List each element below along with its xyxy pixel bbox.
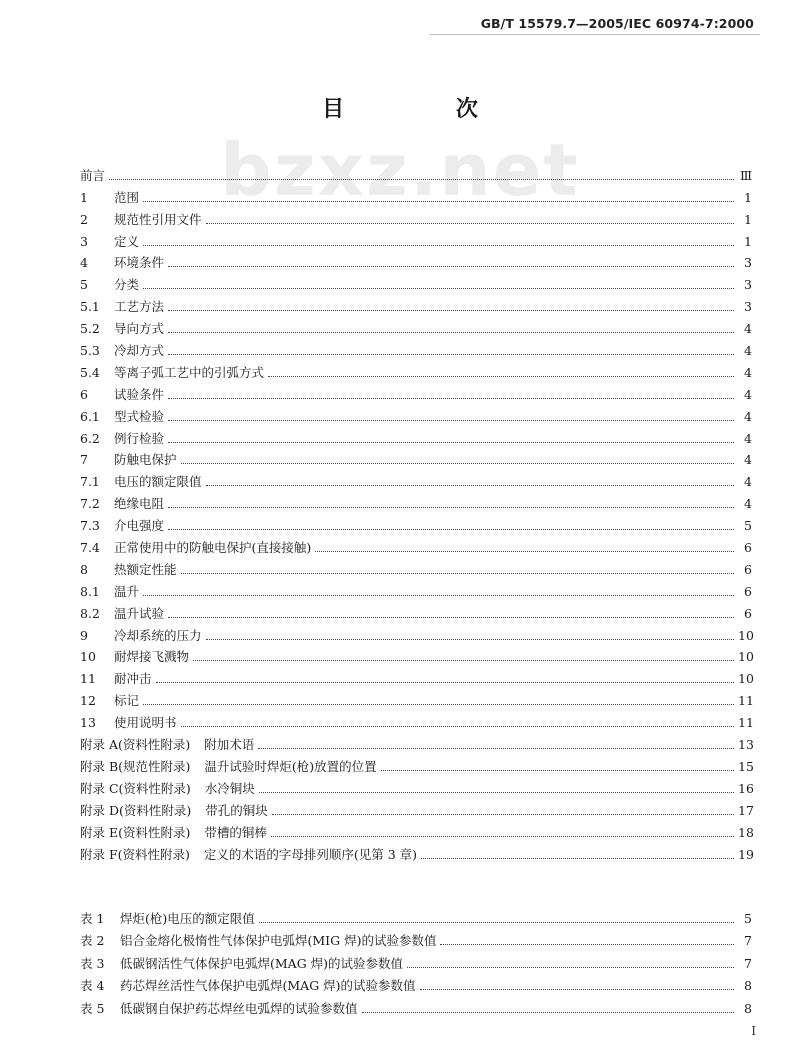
toc-entry-title: 带槽的铜棒 xyxy=(204,824,267,840)
table-list-entry-title: 焊炬(枪)电压的额定限值 xyxy=(120,910,255,926)
dot-leader xyxy=(381,770,734,771)
dot-leader xyxy=(143,245,734,246)
toc-entry[interactable] xyxy=(80,753,752,775)
toc-entry-page: 1 xyxy=(744,189,752,205)
table-list-entry-number: 表 5 xyxy=(80,1000,105,1016)
toc-entry-number: 8.1 xyxy=(80,583,100,599)
toc-entry-page: 11 xyxy=(738,715,754,731)
dot-leader xyxy=(193,660,734,661)
toc-entry-page: 17 xyxy=(738,802,754,818)
toc-entry-page: 4 xyxy=(744,430,752,446)
toc-entry-number: 附录 A(资料性附录) xyxy=(80,737,191,753)
toc-entry[interactable] xyxy=(80,512,752,534)
toc-entry-page: 10 xyxy=(738,627,754,643)
toc-entry-title: 前言 xyxy=(80,167,106,183)
toc-entry-title: 工艺方法 xyxy=(114,299,165,315)
dot-leader xyxy=(421,858,734,859)
table-list-entry-page: 8 xyxy=(744,978,752,994)
toc-entry[interactable] xyxy=(80,687,752,709)
toc-entry-title: 定义的术语的字母排列顺序(见第 3 章) xyxy=(203,846,418,862)
toc-entry-title: 定义 xyxy=(114,233,140,249)
toc-entry-number: 附录 D(资料性附录) xyxy=(80,802,192,818)
toc-entry[interactable] xyxy=(80,490,752,512)
toc-entry[interactable] xyxy=(80,841,752,863)
toc-entry[interactable] xyxy=(80,337,752,359)
table-list-entry[interactable] xyxy=(80,949,752,972)
table-list-entry-title: 低碳钢自保护药芯焊丝电弧焊的试验参数值 xyxy=(120,1000,358,1016)
toc-entry[interactable] xyxy=(80,775,752,797)
toc-entry[interactable] xyxy=(80,644,752,666)
dot-leader xyxy=(168,266,734,267)
table-list-entry[interactable] xyxy=(80,927,752,950)
toc-entry-page: 3 xyxy=(744,255,752,271)
toc-entry-number: 13 xyxy=(80,715,96,731)
toc-entry-number: 5.1 xyxy=(80,299,100,315)
toc-entry-number: 12 xyxy=(80,693,96,709)
toc-entry[interactable] xyxy=(80,731,752,753)
toc-entry-number: 5 xyxy=(80,277,88,293)
table-list-entry-number: 表 4 xyxy=(80,978,105,994)
toc-entry-page: 10 xyxy=(738,671,754,687)
dot-leader xyxy=(156,682,734,683)
page-number: I xyxy=(751,1024,756,1038)
toc-entry-page: 3 xyxy=(744,277,752,293)
toc-entry-page: 4 xyxy=(744,343,752,359)
toc-entry-page: Ⅲ xyxy=(739,167,752,183)
toc-entry-page: 1 xyxy=(744,211,752,227)
toc-entry-page: 4 xyxy=(744,364,752,380)
toc-entry-page: 5 xyxy=(744,518,752,534)
toc-entry-page: 6 xyxy=(744,540,752,556)
dot-leader xyxy=(143,288,734,289)
dot-leader xyxy=(181,573,734,574)
toc-entry-number: 7.1 xyxy=(80,474,100,490)
toc-entry-number: 11 xyxy=(80,671,96,687)
dot-leader xyxy=(206,639,734,640)
toc-entry[interactable] xyxy=(80,578,752,600)
toc-entry-number: 2 xyxy=(80,211,88,227)
dot-leader xyxy=(259,922,734,923)
toc-entry[interactable] xyxy=(80,381,752,403)
toc-entry-page: 16 xyxy=(738,780,754,796)
dot-leader xyxy=(168,529,734,530)
toc-entry-number: 9 xyxy=(80,627,88,643)
dot-leader xyxy=(440,944,734,945)
toc-entry-title: 耐焊接飞溅物 xyxy=(114,649,190,665)
toc-entry-title: 标记 xyxy=(114,693,140,709)
table-list-entry[interactable] xyxy=(80,994,752,1017)
toc-entry-number: 1 xyxy=(80,189,88,205)
toc-entry[interactable] xyxy=(80,359,752,381)
toc-entry[interactable] xyxy=(80,665,752,687)
toc-entry-title: 附加术语 xyxy=(204,737,255,753)
toc-entry[interactable] xyxy=(80,271,752,293)
toc-entry[interactable] xyxy=(80,709,752,731)
toc-entry[interactable] xyxy=(80,162,752,184)
table-list-entry-title: 铝合金熔化极惰性气体保护电弧焊(MIG 焊)的试验参数值 xyxy=(120,933,437,949)
toc-entry[interactable] xyxy=(80,468,752,490)
toc-entry-page: 1 xyxy=(744,233,752,249)
toc-entry-page: 13 xyxy=(738,737,754,753)
header-divider xyxy=(430,34,760,35)
dot-leader xyxy=(143,201,734,202)
toc-entry-page: 6 xyxy=(744,605,752,621)
toc-entry-title: 规范性引用文件 xyxy=(114,211,202,227)
toc-entry[interactable] xyxy=(80,403,752,425)
dot-leader xyxy=(168,507,734,508)
toc-entry-title: 防触电保护 xyxy=(114,452,177,468)
table-of-contents xyxy=(80,162,752,863)
table-list-entry-title: 低碳钢活性气体保护电弧焊(MAG 焊)的试验参数值 xyxy=(120,955,404,971)
table-list-entry-page: 7 xyxy=(744,955,752,971)
toc-entry-page: 10 xyxy=(738,649,754,665)
page-title: 目 次 xyxy=(322,97,530,122)
toc-entry-title: 水冷铜块 xyxy=(204,780,255,796)
toc-entry-number: 7.4 xyxy=(80,540,100,556)
toc-entry-page: 6 xyxy=(744,583,752,599)
toc-entry-page: 4 xyxy=(744,321,752,337)
table-list-entry-title: 药芯焊丝活性气体保护电弧焊(MAG 焊)的试验参数值 xyxy=(120,978,416,994)
watermark-text: bzxz.net xyxy=(220,128,580,212)
toc-entry[interactable] xyxy=(80,622,752,644)
toc-entry[interactable] xyxy=(80,293,752,315)
toc-entry-number: 5.2 xyxy=(80,321,100,337)
dot-leader xyxy=(258,748,734,749)
dot-leader xyxy=(109,179,734,180)
toc-entry-number: 5.3 xyxy=(80,343,100,359)
dot-leader xyxy=(268,376,734,377)
toc-entry-page: 4 xyxy=(744,452,752,468)
toc-entry-title: 冷却方式 xyxy=(114,343,165,359)
dot-leader xyxy=(168,398,734,399)
toc-entry-page: 6 xyxy=(744,561,752,577)
toc-entry[interactable] xyxy=(80,206,752,228)
toc-entry[interactable] xyxy=(80,534,752,556)
dot-leader xyxy=(271,836,734,837)
toc-entry-page: 4 xyxy=(744,496,752,512)
table-list-entry-number: 表 2 xyxy=(80,933,105,949)
toc-entry-number: 3 xyxy=(80,233,88,249)
toc-entry-page: 4 xyxy=(744,474,752,490)
dot-leader xyxy=(181,726,734,727)
toc-entry-title: 耐冲击 xyxy=(114,671,152,687)
toc-entry-title: 温升试验时焊炬(枪)放置的位置 xyxy=(204,758,377,774)
toc-entry-number: 10 xyxy=(80,649,96,665)
toc-entry-number: 7.3 xyxy=(80,518,100,534)
toc-entry[interactable] xyxy=(80,600,752,622)
toc-entry-number: 4 xyxy=(80,255,88,271)
toc-entry-title: 使用说明书 xyxy=(114,715,177,731)
dot-leader xyxy=(206,223,734,224)
toc-entry-title: 例行检验 xyxy=(114,430,165,446)
toc-entry-title: 热额定性能 xyxy=(114,561,177,577)
toc-entry-title: 环境条件 xyxy=(114,255,165,271)
dot-leader xyxy=(168,617,734,618)
dot-leader xyxy=(168,354,734,355)
toc-entry-title: 分类 xyxy=(114,277,140,293)
toc-entry[interactable] xyxy=(80,228,752,250)
toc-entry-title: 绝缘电阻 xyxy=(114,496,165,512)
toc-entry[interactable] xyxy=(80,556,752,578)
table-list-entry[interactable] xyxy=(80,904,752,927)
toc-entry-number: 6 xyxy=(80,386,88,402)
toc-entry[interactable] xyxy=(80,447,752,469)
toc-entry-number: 7.2 xyxy=(80,496,100,512)
toc-entry[interactable] xyxy=(80,315,752,337)
toc-entry-number: 6.1 xyxy=(80,408,100,424)
toc-entry-number: 8.2 xyxy=(80,605,100,621)
toc-entry-page: 15 xyxy=(738,758,754,774)
toc-entry-title: 电压的额定限值 xyxy=(114,474,202,490)
toc-entry-page: 19 xyxy=(738,846,754,862)
toc-entry-number: 8 xyxy=(80,561,88,577)
dot-leader xyxy=(272,814,734,815)
dot-leader xyxy=(315,551,734,552)
dot-leader xyxy=(420,989,734,990)
toc-entry-page: 11 xyxy=(738,693,754,709)
dot-leader xyxy=(259,792,734,793)
dot-leader xyxy=(362,1012,734,1013)
toc-entry-title: 范围 xyxy=(114,189,140,205)
toc-entry-title: 介电强度 xyxy=(114,518,165,534)
dot-leader xyxy=(168,310,734,311)
toc-entry-number: 7 xyxy=(80,452,88,468)
toc-entry-title: 带孔的铜块 xyxy=(205,802,268,818)
table-list-entry-page: 7 xyxy=(744,933,752,949)
toc-entry-page: 3 xyxy=(744,299,752,315)
toc-entry-page: 18 xyxy=(738,824,754,840)
toc-entry-number: 附录 B(规范性附录) xyxy=(80,758,191,774)
dot-leader xyxy=(168,332,734,333)
toc-entry[interactable] xyxy=(80,797,752,819)
toc-entry[interactable] xyxy=(80,819,752,841)
table-list-entry-page: 8 xyxy=(744,1000,752,1016)
toc-entry-number: 附录 C(资料性附录) xyxy=(80,780,191,796)
dot-leader xyxy=(407,967,734,968)
dot-leader xyxy=(143,595,734,596)
toc-entry-page: 4 xyxy=(744,386,752,402)
dot-leader xyxy=(181,463,734,464)
dot-leader xyxy=(168,442,734,443)
toc-entry[interactable] xyxy=(80,184,752,206)
table-list-entry-page: 5 xyxy=(744,910,752,926)
toc-entry-title: 冷却系统的压力 xyxy=(114,627,202,643)
dot-leader xyxy=(143,704,734,705)
toc-entry-title: 型式检验 xyxy=(114,408,165,424)
toc-entry-title: 等离子弧工艺中的引弧方式 xyxy=(114,364,265,380)
toc-entry-page: 4 xyxy=(744,408,752,424)
toc-entry-title: 温升 xyxy=(114,583,140,599)
standard-code-header: GB/T 15579.7—2005/IEC 60974-7:2000 xyxy=(480,16,754,31)
toc-entry-title: 试验条件 xyxy=(114,386,165,402)
table-list-entry[interactable] xyxy=(80,972,752,995)
table-list-entry-number: 表 3 xyxy=(80,955,105,971)
toc-entry-number: 附录 E(资料性附录) xyxy=(80,824,191,840)
toc-entry[interactable] xyxy=(80,425,752,447)
toc-entry[interactable] xyxy=(80,250,752,272)
toc-entry-number: 6.2 xyxy=(80,430,100,446)
toc-entry-title: 导向方式 xyxy=(114,321,165,337)
toc-entry-title: 温升试验 xyxy=(114,605,165,621)
dot-leader xyxy=(206,485,734,486)
table-list-entry-number: 表 1 xyxy=(80,910,105,926)
toc-entry-number: 附录 F(资料性附录) xyxy=(80,846,190,862)
list-of-tables xyxy=(80,904,752,1017)
toc-entry-number: 5.4 xyxy=(80,364,100,380)
dot-leader xyxy=(168,420,734,421)
toc-entry-title: 正常使用中的防触电保护(直接接触) xyxy=(114,540,312,556)
